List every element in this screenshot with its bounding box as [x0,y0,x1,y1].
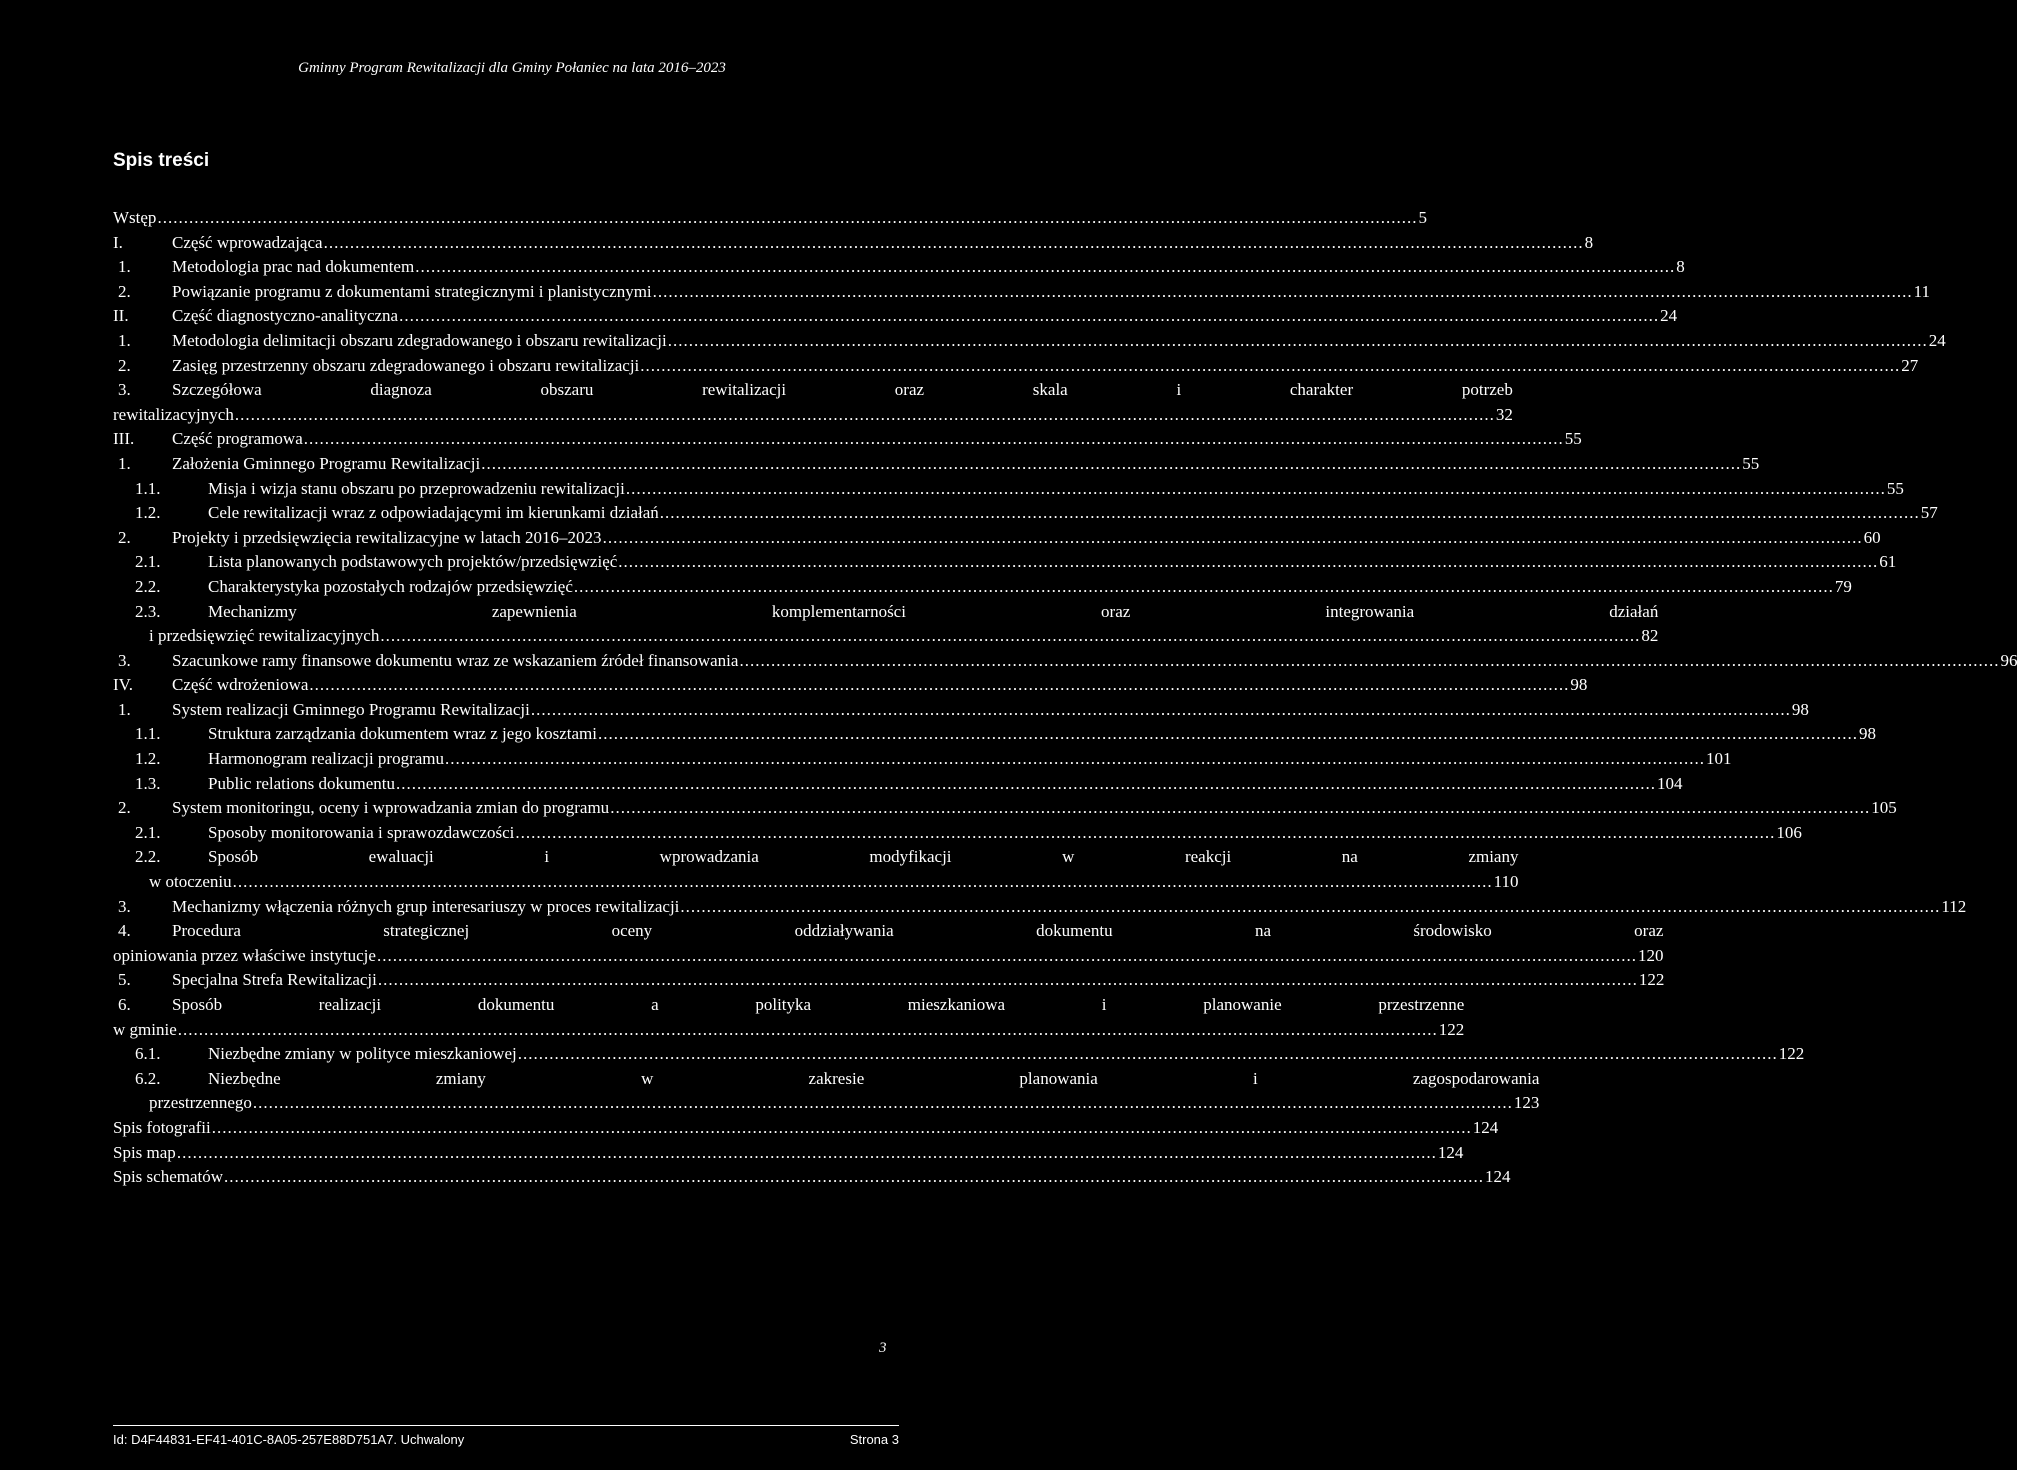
toc-entry[interactable] [113,919,1664,968]
dot-leader [680,895,1940,920]
toc-entry-page: 122 [1438,1019,1465,1039]
toc-entry-number: 1.1. [135,478,161,498]
toc-entry-number: 1.2. [135,503,161,523]
toc-entry-number: 4. [118,921,131,941]
toc-entry-number: II. [113,306,129,326]
toc-entry-number: 1.3. [135,773,161,793]
toc-entry-page: 5 [1418,208,1427,227]
dot-leader [324,231,1584,256]
toc-entry-title: Sposoby monitorowania i sprawozdawczości [208,822,515,842]
running-header: Gminny Program Rewitalizacji dla Gminy Połaniec na lata 2016–2023 [298,60,726,76]
footer-page-label: Strona 3 [849,1432,899,1447]
dot-leader [309,673,1569,698]
toc-entry-title: Mechanizmy zapewnienia komplementarności oraz integrowania działań [208,601,1659,621]
toc-entry-number: 5. [118,970,131,990]
toc-entry-title: Zasięg przestrzenny obszaru zdegradowanego i obszaru rewitalizacji [172,355,640,375]
toc-entry[interactable] [113,1141,1464,1166]
toc-entry[interactable] [113,895,1967,920]
dot-leader [603,526,1863,551]
toc-entry[interactable] [113,378,1513,427]
toc-entry[interactable] [113,280,1931,305]
toc-entry-page: 96 [2000,650,2017,670]
toc-entry-title: w gminie [113,1019,177,1039]
toc-entry[interactable] [113,772,1683,797]
toc-entry-page: 60 [1863,527,1881,547]
toc-entry[interactable] [113,673,1588,698]
toc-entry-number: 1. [118,453,131,473]
dot-leader [377,944,1637,969]
toc-entry-number: 2.2. [135,576,161,596]
toc-entry-title: Public relations dokumentu [208,773,395,793]
dot-leader [212,1116,1472,1141]
page-title: Spis treści [113,150,210,171]
toc-entry-page: 27 [1901,355,1919,375]
toc-entry-number: 2.2. [135,847,161,867]
toc-entry[interactable] [113,452,1760,477]
toc-entry-page: 55 [1742,453,1760,473]
toc-entry[interactable] [113,304,1678,329]
toc-entry-title: Mechanizmy włączenia różnych grup interesariuszy w proces rewitalizacji [172,896,680,916]
dot-leader [481,452,1741,477]
toc-entry-page: 124 [1472,1117,1499,1137]
dot-leader [640,354,1900,379]
toc-entry-page: 82 [1641,626,1659,646]
dot-leader [626,477,1886,502]
toc-entry-title: Metodologia prac nad dokumentem [172,257,415,277]
toc-entry[interactable] [113,575,1852,600]
toc-entry-title: Niezbędne zmiany w polityce mieszkaniowej [208,1044,517,1064]
toc-entry-title: w otoczeniu [149,872,232,892]
dot-leader [531,698,1791,723]
dot-leader [518,1042,1778,1067]
toc-entry-title: Powiązanie programu z dokumentami strategicznymi i planistycznymi [172,281,652,301]
toc-entry-page: 24 [1928,330,1946,350]
dot-leader [378,968,1638,993]
toc-entry-page: 106 [1776,822,1802,842]
toc-entry-title: Spis map [113,1142,176,1162]
toc-entry-title: Część wprowadzająca [172,232,323,252]
toc-entry-number: 1.2. [135,749,161,769]
dot-leader [253,1091,1513,1116]
toc-entry-title: Procedura strategicznej oceny oddziaływania dokumentu na środowisko oraz [172,921,1664,941]
dot-leader [304,427,1564,452]
toc-entry-title: Struktura zarządzania dokumentem wraz z jego kosztami [208,724,597,744]
toc-entry-title: Specjalna Strefa Rewitalizacji [172,970,377,990]
toc-entry-page: 98 [1791,699,1809,719]
toc-entry-number: 3. [118,380,131,400]
toc-entry-title: Sposób ewaluacji i wprowadzania modyfikacji w reakcji na zmiany [208,847,1519,867]
toc-entry[interactable] [113,796,1897,821]
toc-entry[interactable] [113,477,1904,502]
toc-entry[interactable] [113,1165,1511,1190]
toc-entry-title: Metodologia delimitacji obszaru zdegradowanego i obszaru rewitalizacji [172,330,667,350]
toc-entry-title: opiniowania przez właściwe instytucje [113,945,376,965]
toc-entry-page: 98 [1570,675,1588,695]
dot-leader [235,403,1495,428]
toc-entry-page: 61 [1879,552,1897,572]
dot-leader [574,575,1834,600]
toc-entry[interactable] [113,1067,1540,1116]
toc-entry-title: Szczegółowa diagnoza obszaru rewitalizacji oraz skala i charakter potrzeb [172,380,1513,400]
toc-entry-title: Charakterystyka pozostałych rodzajów przedsięwzięć [208,576,573,596]
toc-entry-page: 124 [1485,1167,1511,1187]
toc-entry-page: 122 [1638,970,1665,990]
toc-entry-number: 2. [118,281,131,301]
dot-leader [157,206,1417,231]
dot-leader [610,796,1870,821]
toc-entry[interactable] [113,526,1881,551]
toc-entry[interactable] [113,649,2017,674]
toc-entry-page: 55 [1564,429,1582,449]
toc-entry[interactable] [113,845,1519,894]
toc-entry-page: 112 [1941,896,1967,916]
toc-entry[interactable] [113,550,1897,575]
toc-entry[interactable] [113,206,1427,231]
toc-entry-number: 1. [118,330,131,350]
toc-entry-number: 2.1. [135,552,161,572]
toc-entry[interactable] [113,993,1465,1042]
toc-entry[interactable] [113,329,1946,354]
toc-entry[interactable] [113,722,1876,747]
toc-entry[interactable] [113,255,1685,280]
dot-leader [380,624,1640,649]
toc-entry-title: Harmonogram realizacji programu [208,749,445,769]
toc-entry-page: 11 [1913,281,1931,301]
toc-entry[interactable] [113,821,1802,846]
footer [113,1432,899,1447]
toc-entry-number: 2. [118,355,131,375]
toc-entry-title: Misja i wizja stanu obszaru po przeprowadzeniu rewitalizacji [208,478,625,498]
toc-entry[interactable] [113,501,1938,526]
toc-entry-title: i przedsięwzięć rewitalizacyjnych [149,626,380,646]
toc-entry-page: 123 [1513,1093,1540,1113]
toc-entry-title: Cele rewitalizacji wraz z odpowiadającymi im kierunkami działań [208,503,659,523]
toc-entry-title: System monitoringu, oceny i wprowadzania zmian do programu [172,798,610,818]
toc-entry-title: Część wdrożeniowa [172,675,309,695]
toc-entry-number: 1. [118,699,131,719]
toc-entry-title: Szacunkowe ramy finansowe dokumentu wraz ze wskazaniem źródeł finansowania [172,650,739,670]
toc-entry-page: 24 [1660,306,1678,326]
toc-entry-page: 98 [1858,724,1876,744]
dot-leader [515,821,1775,846]
dot-leader [224,1165,1484,1190]
dot-leader [598,722,1858,747]
toc-entry-page: 55 [1886,478,1904,498]
toc-entry-page: 110 [1493,872,1519,892]
footer-document-id: Id: D4F44831-EF41-401C-8A05-257E88D751A7. Uchwalony [113,1432,465,1447]
toc-entry-number: 2.1. [135,822,161,842]
toc-entry-number: 6.1. [135,1044,161,1064]
toc-entry-number: 3. [118,896,131,916]
dot-leader [660,501,1920,526]
toc-entry-number: 3. [118,650,131,670]
toc-entry-number: IV. [113,675,133,695]
toc-entry[interactable] [113,427,1582,452]
footer-divider [113,1425,899,1426]
dot-leader [653,280,1913,305]
toc-entry-title: Spis schematów [113,1167,224,1187]
toc-entry-number: 2. [118,798,131,818]
toc-entry-title: rewitalizacyjnych [113,404,234,424]
toc-entry-title: Wstęp [113,208,157,227]
toc-entry-title: Lista planowanych podstawowych projektów/przedsięwzięć [208,552,618,572]
toc-entry-page: 8 [1676,257,1685,277]
toc-entry-page: 122 [1778,1044,1805,1064]
toc-entry-title: Część programowa [172,429,303,449]
toc-entry-title: przestrzennego [149,1093,252,1113]
toc-entry[interactable] [113,1042,1805,1067]
dot-leader [445,747,1705,772]
toc-entry-title: Sposób realizacji dokumentu a polityka mieszkaniowa i planowanie przestrzenne [172,995,1465,1014]
dot-leader [618,550,1878,575]
toc-entry-page: 124 [1437,1142,1464,1162]
dot-leader [396,772,1656,797]
dot-leader [415,255,1675,280]
dot-leader [668,329,1928,354]
toc-entry-page: 120 [1637,945,1664,965]
toc-entry-title: Założenia Gminnego Programu Rewitalizacji [172,453,481,473]
page-number: 3 [879,1340,887,1356]
toc-entry[interactable] [113,231,1594,256]
toc-entry[interactable] [113,698,1809,723]
toc-entry-title: Projekty i przedsięwzięcia rewitalizacyjne w latach 2016–2023 [172,527,602,547]
toc-entry-number: 2. [118,527,131,547]
toc-entry-page: 32 [1495,404,1513,424]
toc-entry-number: I. [113,232,123,252]
toc-entry-page: 79 [1834,576,1852,596]
dot-leader [178,1018,1438,1043]
dot-leader [177,1141,1437,1166]
dot-leader [739,649,1999,674]
toc-entry-number: III. [113,429,135,449]
toc-entry-page: 104 [1656,773,1683,793]
toc-entry[interactable] [113,747,1732,772]
toc-entry-page: 105 [1871,798,1897,818]
toc-entry-title: Spis fotografii [113,1117,211,1137]
toc-entry-number: 1.1. [135,724,161,744]
toc-entry-title: System realizacji Gminnego Programu Rewitalizacji [172,699,530,719]
toc-entry-page: 101 [1706,749,1732,769]
toc-entry[interactable] [113,600,1659,649]
toc-entry[interactable] [113,968,1665,993]
toc-entry-number: 6. [118,995,131,1014]
toc-entry-page: 57 [1920,503,1938,523]
toc-entry-page: 8 [1584,232,1594,252]
toc-entry-title: Część diagnostyczno-analityczna [172,306,399,326]
table-of-contents [113,206,2017,1190]
toc-entry-number: 2.3. [135,601,161,621]
toc-entry[interactable] [113,354,1919,379]
toc-entry[interactable] [113,1116,1499,1141]
toc-entry-number: 1. [118,257,131,277]
toc-entry-number: 6.2. [135,1068,161,1088]
toc-entry-title: Niezbędne zmiany w zakresie planowania i zagospodarowania [208,1068,1540,1088]
dot-leader [399,304,1659,329]
dot-leader [233,870,1493,895]
